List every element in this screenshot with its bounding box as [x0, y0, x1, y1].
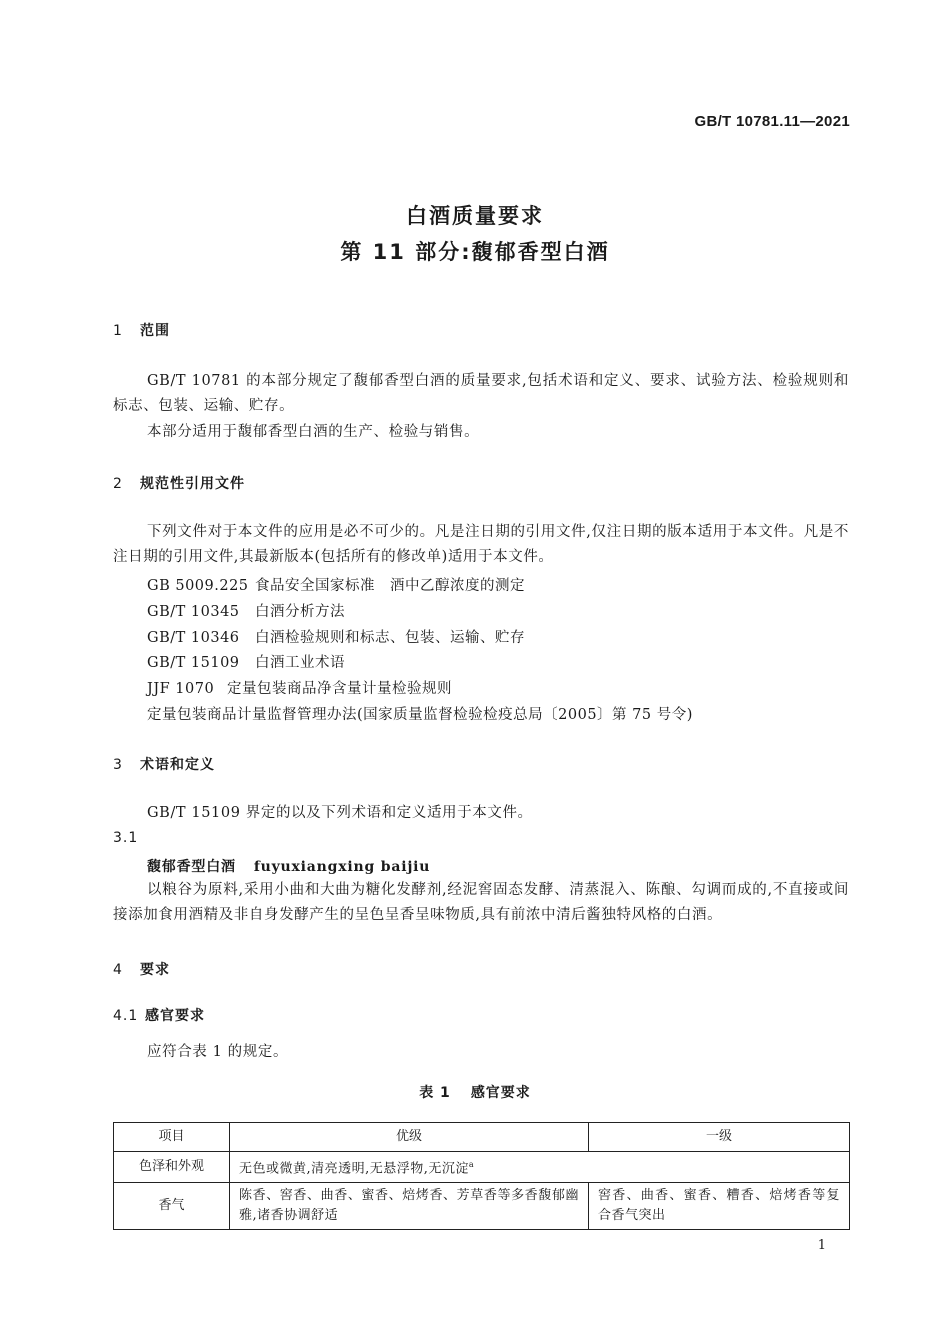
reference-code: GB 5009.225: [147, 578, 249, 594]
reference-item: [147, 651, 345, 672]
section-3-heading: [113, 754, 215, 774]
section-title: 规范性引用文件: [140, 476, 245, 492]
reference-title: 白酒分析方法: [255, 604, 345, 620]
section-title: 范围: [140, 323, 170, 339]
reference-title: 定量包装商品计量监督管理办法(国家质量监督检验检疫总局〔2005〕第 75 号令): [147, 707, 693, 723]
merged-value-cell: [230, 1152, 850, 1183]
term-entry: [147, 856, 430, 876]
reference-item: [147, 677, 452, 698]
term-definition: 以粮谷为原料,采用小曲和大曲为糖化发酵剂,经泥窖固态发酵、清蒸混入、陈酿、勾调而成的,不直接或间接添加食用酒精及非自身发酵产生的呈色呈香呈味物质,具有前浓中清后酱独特风格的白酒。: [113, 882, 849, 923]
column-header-premium: 优级: [230, 1123, 589, 1152]
section-4-heading: [113, 959, 170, 979]
term-english: fuyuxiangxing baijiu: [253, 859, 431, 875]
reference-title: 食品安全国家标准 酒中乙醇浓度的测定: [255, 578, 525, 594]
table-caption: [0, 1082, 950, 1102]
section-1-paragraph-1: GB/T 10781 的本部分规定了馥郁香型白酒的质量要求,包括术语和定义、要求、试验方法、检验规则和标志、包装、运输、贮存。: [113, 373, 849, 414]
column-header-item: 项目: [114, 1123, 230, 1152]
section-title: 术语和定义: [140, 757, 215, 773]
section-title: 要求: [140, 962, 170, 978]
premium-value-cell: 陈香、窖香、曲香、蜜香、焙烤香、芳草香等多香馥郁幽雅,诸香协调舒适: [230, 1183, 589, 1230]
reference-item: [147, 574, 525, 595]
reference-code: GB/T 15109: [147, 655, 240, 671]
document-title: 白酒质量要求: [406, 204, 544, 228]
section-1-paragraph-2: 本部分适用于馥郁香型白酒的生产、检验与销售。: [147, 424, 480, 440]
reference-title: 白酒检验规则和标志、包装、运输、贮存: [255, 630, 525, 646]
reference-item: [147, 626, 525, 647]
term-chinese: 馥郁香型白酒: [147, 859, 236, 875]
subsection-4-1-heading: [113, 1005, 205, 1025]
page-number: 1: [817, 1238, 826, 1253]
table-caption-title: 感官要求: [470, 1085, 531, 1101]
reference-code: JJF 1070: [147, 681, 215, 697]
section-2-heading: [113, 473, 245, 493]
section-2-paragraph-1: 下列文件对于本文件的应用是必不可少的。凡是注日期的引用文件,仅注日期的版本适用于本文件。凡是不注日期的引用文件,其最新版本(包括所有的修改单)适用于本文件。: [113, 524, 849, 565]
column-header-first-grade: 一级: [589, 1123, 850, 1152]
section-3-paragraph-1: GB/T 15109 界定的以及下列术语和定义适用于本文件。: [147, 805, 533, 821]
subsection-title: 感官要求: [145, 1008, 205, 1024]
table-header-row: [114, 1123, 850, 1152]
reference-code: GB/T 10346: [147, 630, 240, 646]
section-4-paragraph-1: 应符合表 1 的规定。: [147, 1044, 289, 1060]
table-row: [114, 1183, 850, 1230]
table-row: [114, 1152, 850, 1183]
section-1-heading: [113, 320, 170, 340]
subsection-3-1-number: 3.1: [113, 830, 139, 846]
standard-code: GB/T 10781.11—2021: [694, 113, 850, 130]
subsection-number: 4.1: [113, 1008, 139, 1024]
row-item-cell: 色泽和外观: [114, 1152, 230, 1183]
cell-text: 无色或微黄,清亮透明,无悬浮物,无沉淀: [239, 1161, 469, 1177]
reference-item: [147, 703, 693, 724]
reference-code: GB/T 10345: [147, 604, 240, 620]
table-caption-number: 表 1: [419, 1085, 451, 1101]
document-subtitle: 第 11 部分:馥郁香型白酒: [340, 240, 610, 264]
section-number: 1: [113, 323, 123, 339]
row-item-cell: 香气: [114, 1183, 230, 1230]
footnote-mark: a: [468, 1160, 475, 1169]
reference-item: [147, 600, 345, 621]
reference-title: 定量包装商品净含量计量检验规则: [227, 681, 452, 697]
section-number: 4: [113, 962, 123, 978]
section-number: 3: [113, 757, 123, 773]
section-number: 2: [113, 476, 123, 492]
first-grade-value-cell: 窖香、曲香、蜜香、糟香、焙烤香等复合香气突出: [589, 1183, 850, 1230]
sensory-requirements-table: [113, 1122, 850, 1230]
reference-title: 白酒工业术语: [255, 655, 345, 671]
